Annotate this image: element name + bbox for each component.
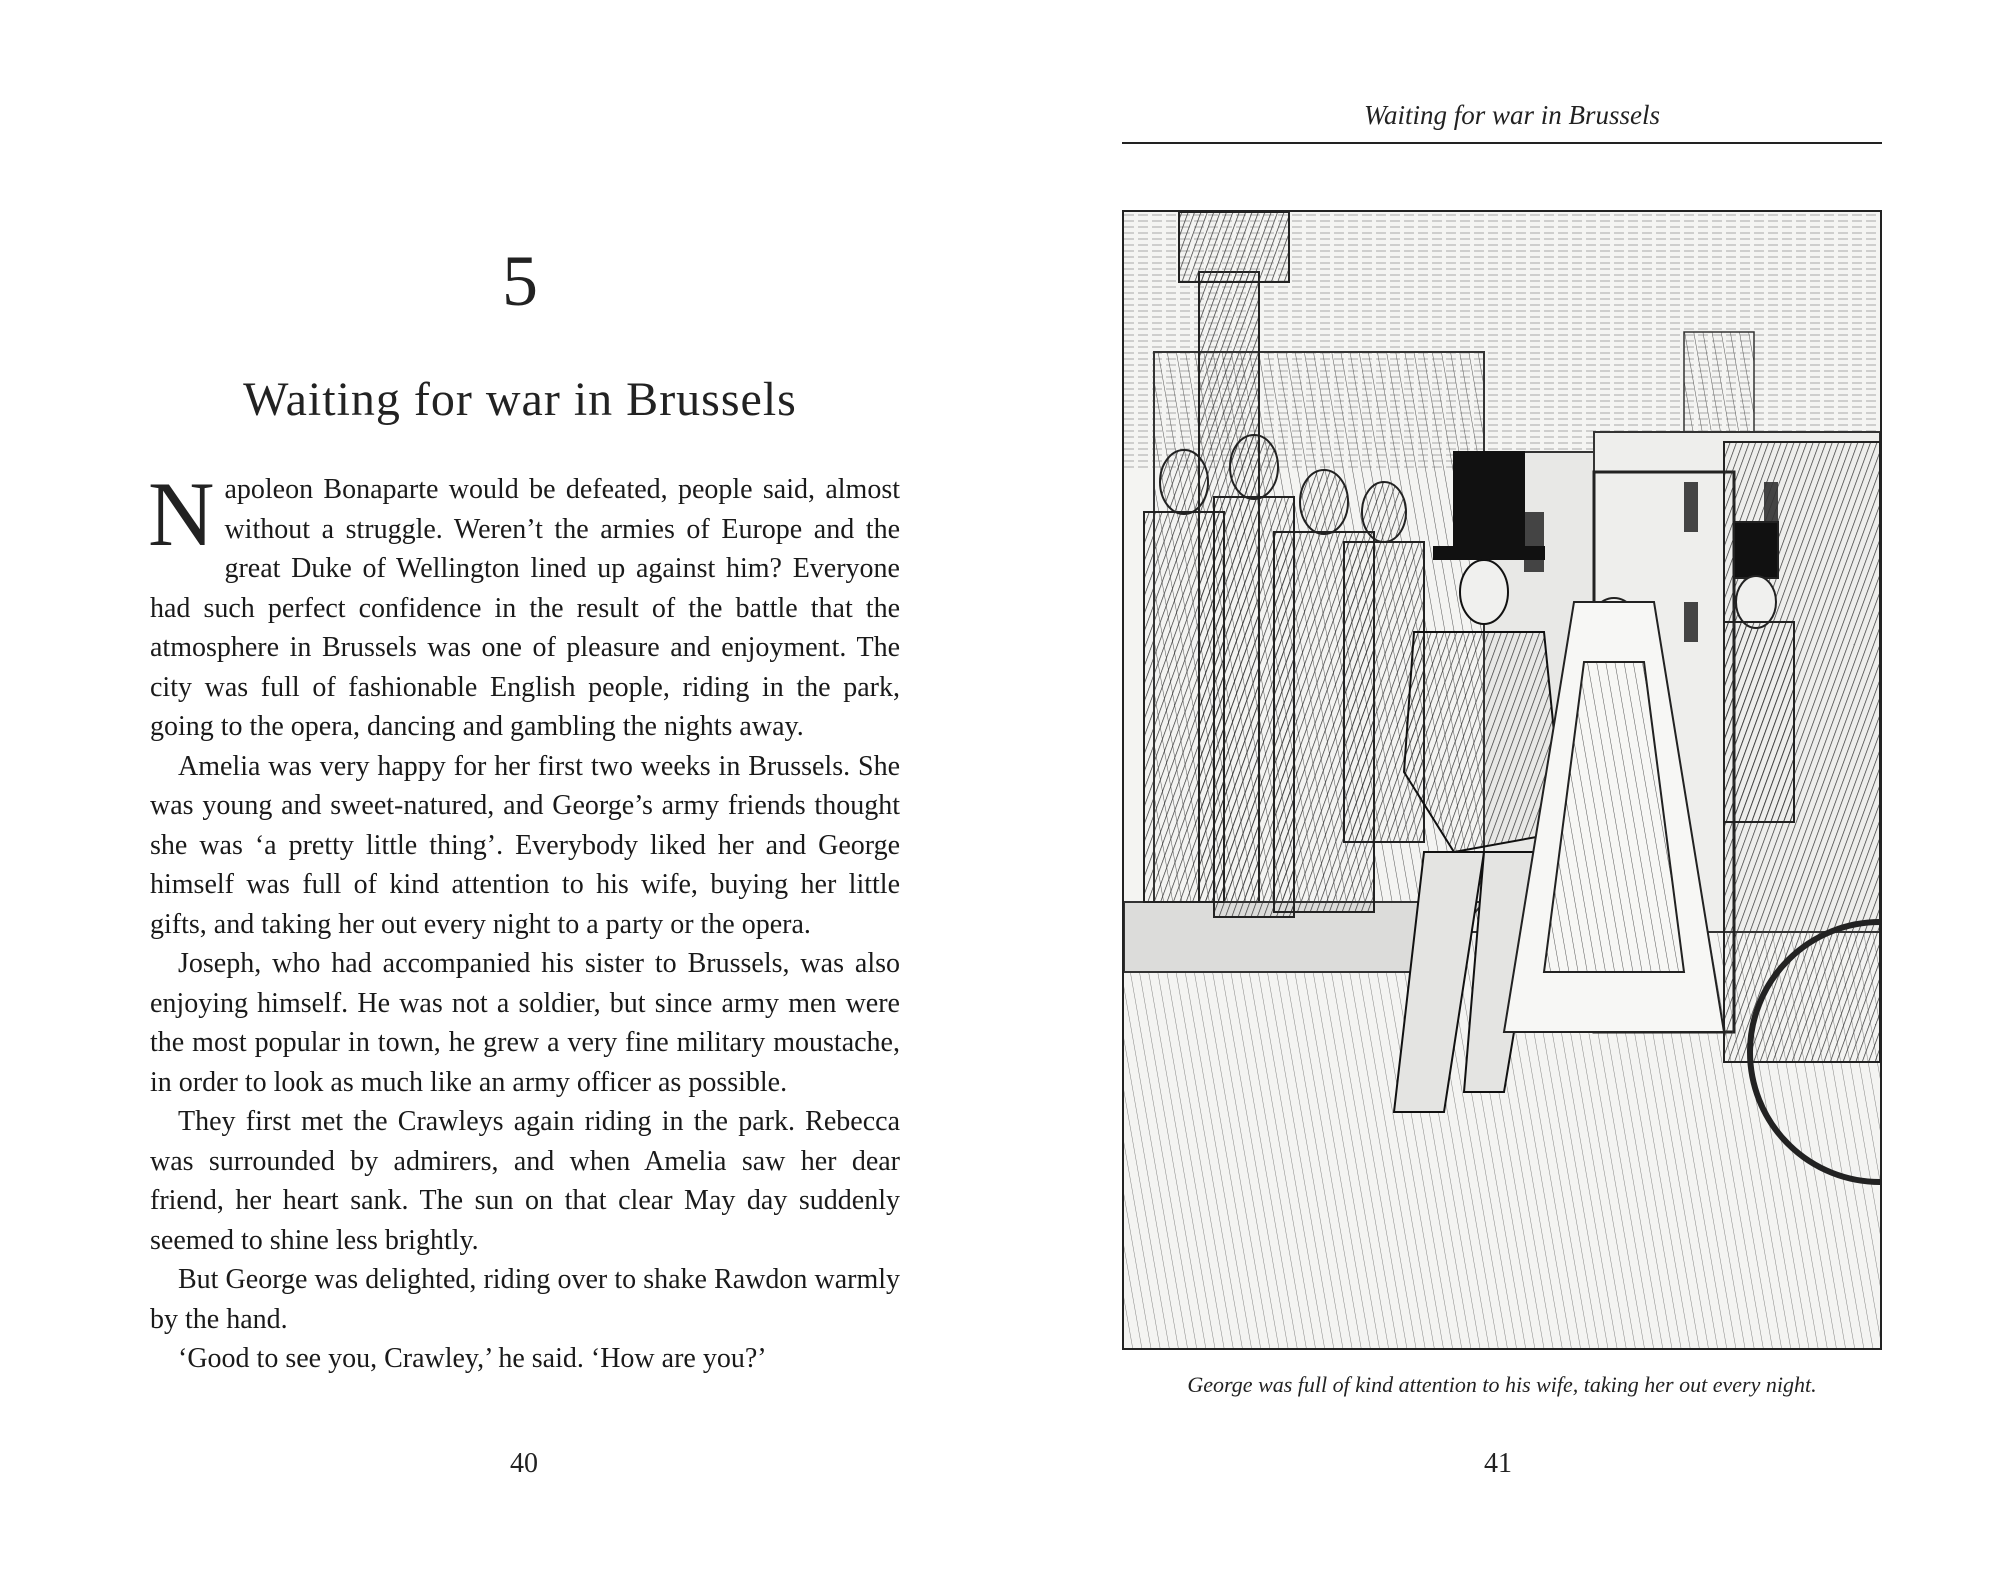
- illustration-caption: George was full of kind attention to his wife, taking her out every night.: [1187, 1372, 1817, 1397]
- paragraph-1: [148, 463, 900, 747]
- paragraph-6: ‘Good to see you, Crawley,’ he said. ‘How are you?’: [178, 1343, 767, 1374]
- running-head-rule: [1122, 142, 1882, 144]
- running-head: Waiting for war in Brussels: [1363, 100, 1660, 130]
- paragraph-2: Amelia was very happy for her first two weeks in Brussels. She was young and sweet-natured, and George’s army friends thought she was ‘a pretty little thing’. Everybody liked her and George himself was full of kind attention to his wife, buying her little gifts, and taking her out every night to a party or the opera.: [150, 750, 900, 940]
- paragraph-5: But George was delighted, riding over to shake Rawdon warmly by the hand.: [150, 1264, 900, 1335]
- right-page: [1000, 0, 2000, 1593]
- chapter-number: 5: [502, 241, 538, 321]
- body-text: [148, 463, 900, 1379]
- engraving-illustration: [1122, 210, 1882, 1350]
- drop-cap: N: [148, 463, 215, 565]
- paragraph-3: Joseph, who had accompanied his sister to Brussels, was also enjoying himself. He was not a soldier, but since army men were the most popular in town, he grew a very fine military moustache, in order to look as much like an army officer as possible.: [150, 948, 900, 1098]
- page-number-left: 40: [510, 1448, 538, 1479]
- page-number-right: 41: [1484, 1448, 1512, 1479]
- chapter-title: Waiting for war in Brussels: [243, 373, 797, 426]
- paragraph-4: They first met the Crawleys again riding in the park. Rebecca was surrounded by admirers, and when Amelia saw her dear friend, her heart sank. The sun on that clear May day suddenly seemed to shine less brightly.: [150, 1106, 900, 1256]
- paragraph-1-text: apoleon Bonaparte would be defeated, people said, almost without a struggle. Weren’t the armies of Europe and the great Duke of Wellington lined up against him? Everyone had such perfect confidence in the result of the battle that the atmosphere in Brussels was one of pleasure and enjoyment. The city was full of fashionable English people, riding in the park, going to the opera, dancing and gambling the nights away.: [150, 474, 900, 742]
